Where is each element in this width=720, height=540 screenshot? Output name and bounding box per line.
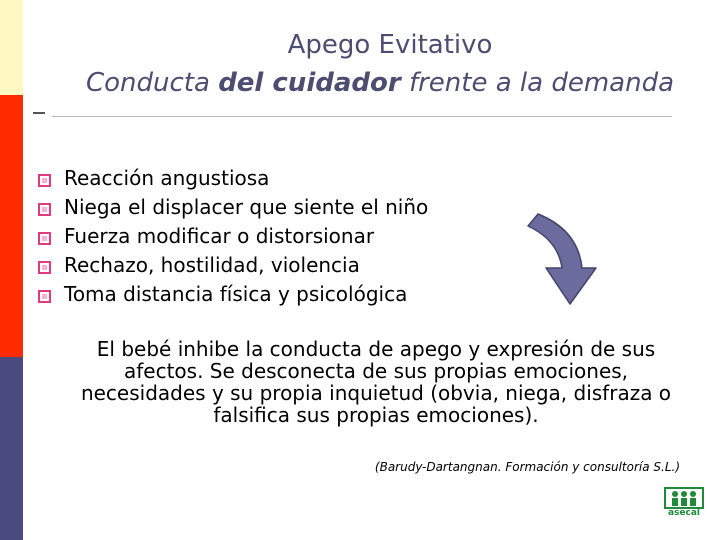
subtitle-post: frente a la demanda [400, 68, 675, 98]
side-bar-blue [0, 357, 23, 540]
curved-arrow-down-icon [520, 208, 620, 308]
bullet-text: Toma distancia física y psicológica [64, 282, 408, 306]
bullet-item [38, 251, 428, 280]
slide-title: Apego Evitativo [287, 30, 493, 60]
explanation-paragraph: El bebé inhibe la conducta de apego y expresión de sus afectos. Se desconecta de sus propias emociones, necesidades y su propia inquietud (obvia, niega, disfraza o falsifica sus propias emociones). [80, 337, 672, 427]
bullet-list [38, 164, 428, 309]
square-bullet-icon [38, 203, 51, 216]
side-bar-red [0, 95, 23, 357]
bullet-item [38, 222, 428, 251]
bullet-item [38, 193, 428, 222]
asecal-logo [664, 487, 704, 519]
bullet-text: Fuerza modificar o distorsionar [64, 224, 375, 248]
square-bullet-icon [38, 174, 51, 187]
bullet-text: Reacción angustiosa [64, 166, 270, 190]
square-bullet-icon [38, 232, 51, 245]
side-bar-yellow [0, 0, 23, 95]
bullet-item [38, 164, 428, 193]
bullet-text: Niega el displacer que siente el niño [64, 195, 429, 219]
title-dash [33, 112, 45, 114]
square-bullet-icon [38, 290, 51, 303]
logo-text: asecal [667, 508, 701, 518]
square-bullet-icon [38, 261, 51, 274]
slide-subtitle [40, 68, 720, 98]
bullet-text: Rechazo, hostilidad, violencia [64, 253, 360, 277]
subtitle-pre: Conducta [85, 68, 219, 98]
subtitle-bold: del cuidador [218, 68, 401, 98]
side-color-bar [0, 0, 23, 540]
citation: (Barudy-Dartangnan. Formación y consultoría S.L.) [374, 460, 680, 474]
logo-figures-icon [664, 487, 704, 509]
bullet-item [38, 280, 428, 309]
title-divider [52, 116, 672, 117]
